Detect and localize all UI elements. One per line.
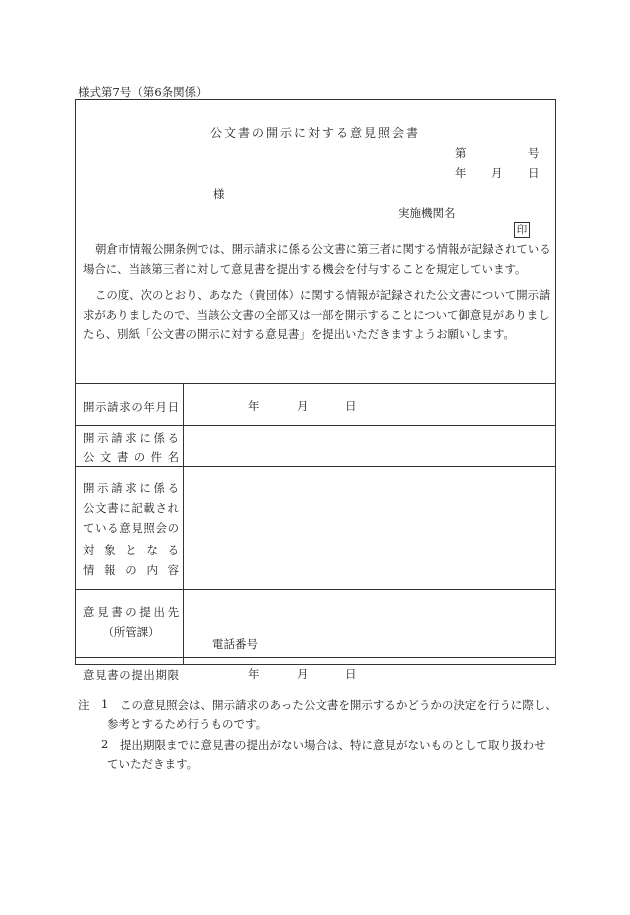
- info-content-label-line4: 対象となる: [83, 543, 179, 557]
- responsible-section-label: （所管課）: [102, 625, 160, 639]
- date-month: 月: [491, 166, 503, 180]
- info-content-label-line5: 情報の内容: [83, 563, 179, 577]
- agency-name-label: 実施機関名: [398, 206, 456, 220]
- request-day: 日: [345, 399, 357, 413]
- request-date-label: 開示請求の年月日: [83, 400, 179, 414]
- body-paragraph-1: 朝倉市情報公開条例では、開示請求に係る公文書に第三者に関する情報が記録されている場合に、当該第三者に対して意見書を提出する機会を付与することを規定しています。: [83, 242, 551, 276]
- body-paragraph-2: この度、次のとおり、あなた（貴団体）に関する情報が記録された公文書について開示請求がありましたので、当該公文書の全部又は一部を開示することについて御意見がありましたら、別紙「公文書の開示に対する意見書」を提出いただきますようお願いします。: [83, 288, 551, 341]
- note-2-line2: ていただきます。: [107, 757, 199, 771]
- ref-go: 号: [528, 146, 540, 160]
- submission-deadline-label: 意見書の提出期限: [83, 668, 179, 682]
- table-top-line: [75, 383, 556, 384]
- submission-destination-label: 意見書の提出先: [83, 605, 179, 619]
- notes-heading: 注: [78, 698, 90, 712]
- note-1-line2: 参考とするため行うものです。: [107, 717, 268, 731]
- phone-number-label: 電話番号: [212, 637, 258, 651]
- date-day: 日: [528, 166, 540, 180]
- table-row-divider: [75, 589, 556, 590]
- table-column-divider: [183, 383, 184, 665]
- addressee-suffix: 様: [213, 187, 225, 201]
- seal-stamp: 印: [514, 222, 530, 238]
- deadline-month: 月: [297, 667, 309, 681]
- table-row-divider: [75, 425, 556, 426]
- request-year: 年: [248, 399, 260, 413]
- document-subject-label-line1: 開示請求に係る: [83, 431, 179, 445]
- note-2-number: 2: [101, 737, 109, 751]
- info-content-label-line2: 公文書に記載され: [83, 501, 179, 515]
- deadline-day: 日: [345, 667, 357, 681]
- note-1-number: 1: [101, 697, 109, 711]
- info-content-label-line1: 開示請求に係る: [83, 481, 179, 495]
- table-row-divider: [75, 657, 556, 658]
- document-subject-label-line2: 公文書の件名: [83, 450, 179, 464]
- form-number-label: 様式第7号（第6条関係）: [78, 85, 208, 99]
- date-year: 年: [455, 166, 467, 180]
- request-month: 月: [297, 399, 309, 413]
- ref-dai: 第: [455, 146, 467, 160]
- note-1-line1: この意見照会は、開示請求のあった公文書を開示するかどうかの決定を行うに際し、: [120, 698, 557, 712]
- info-content-label-line3: ている意見照会の: [83, 521, 179, 535]
- form-frame: [75, 99, 556, 665]
- document-title: 公文書の開示に対する意見照会書: [209, 126, 420, 140]
- note-2-line1: 提出期限までに意見書の提出がない場合は、特に意見がないものとして取り扱わせ: [120, 738, 546, 752]
- deadline-year: 年: [248, 667, 260, 681]
